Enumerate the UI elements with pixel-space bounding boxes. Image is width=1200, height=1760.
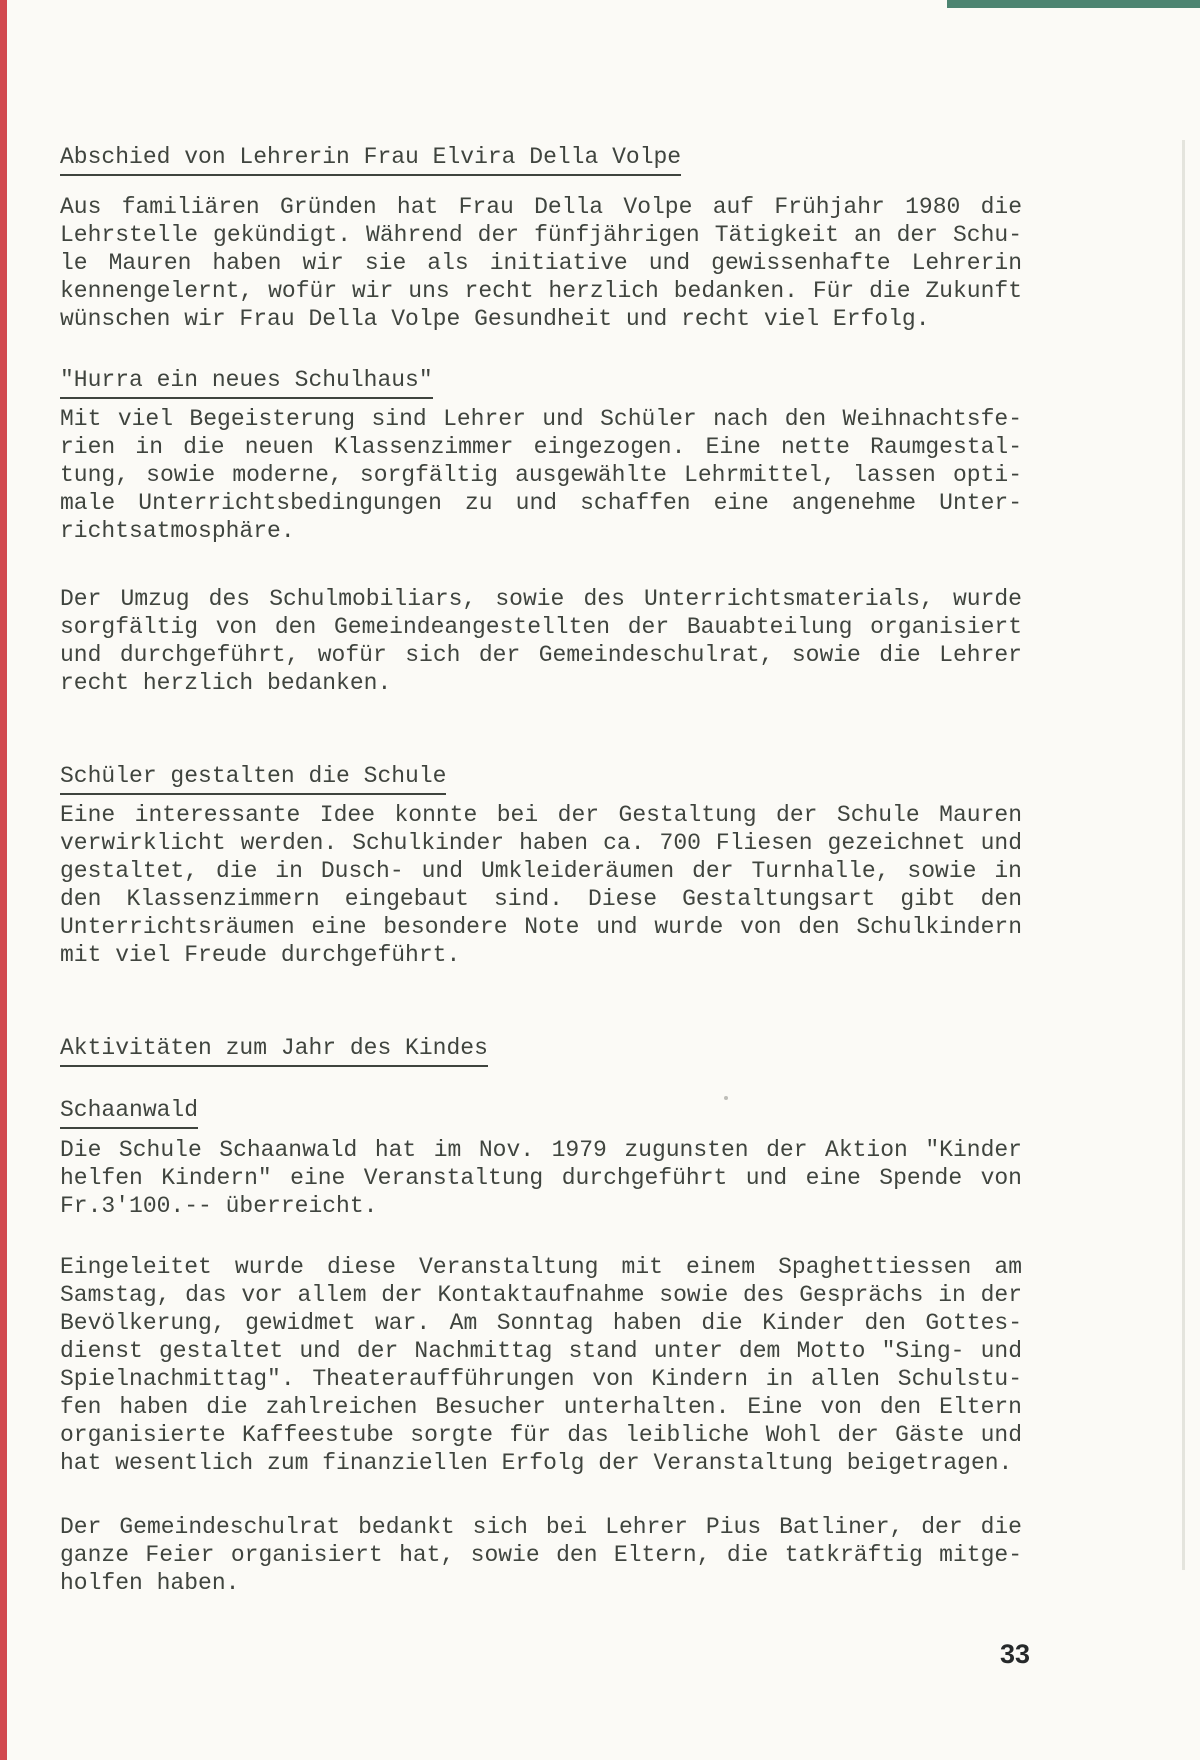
section-heading-text: Schaanwald <box>60 1096 198 1129</box>
text-line: Der Umzug des Schulmobiliars, sowie des Unterrichtsmaterials, wurde <box>60 586 1022 612</box>
paragraph <box>60 193 1022 333</box>
text-line: rien in die neuen Klassenzimmer eingezogen. Eine nette Raumgestal- <box>60 434 1022 460</box>
section-heading <box>60 762 1022 795</box>
text-line: organisierte Kaffeestube sorgte für das leibliche Wohl der Gäste und <box>60 1422 1022 1448</box>
text-line: verwirklicht werden. Schulkinder haben ca. 700 Fliesen gezeichnet und <box>60 830 1022 856</box>
document-body <box>60 0 1022 1597</box>
text-line: dienst gestaltet und der Nachmittag stand unter dem Motto "Sing- und <box>60 1338 1022 1364</box>
page-number: 33 <box>1000 1639 1031 1669</box>
section-heading <box>60 1034 1022 1067</box>
text-line: Samstag, das vor allem der Kontaktaufnahme sowie des Gesprächs in der <box>60 1282 1022 1308</box>
text-line: tung, sowie moderne, sorgfältig ausgewählte Lehrmittel, lassen opti- <box>60 462 1022 488</box>
text-line: fen haben die zahlreichen Besucher unterhalten. Eine von den Eltern <box>60 1394 1022 1420</box>
section-heading <box>60 143 1022 176</box>
text-line: Die Schule Schaanwald hat im Nov. 1979 zugunsten der Aktion "Kinder <box>60 1137 1022 1163</box>
text-line: richtsatmosphäre. <box>60 518 295 544</box>
paragraph <box>60 801 1022 969</box>
text-line: gestaltet, die in Dusch- und Umkleideräumen der Turnhalle, sowie in <box>60 858 1022 884</box>
paragraph <box>60 405 1022 545</box>
paragraph <box>60 1253 1022 1477</box>
section-heading-text: Abschied von Lehrerin Frau Elvira Della Volpe <box>60 143 681 176</box>
text-line: und durchgeführt, wofür sich der Gemeindeschulrat, sowie die Lehrer <box>60 642 1022 668</box>
text-line: Aus familiären Gründen hat Frau Della Volpe auf Frühjahr 1980 die <box>60 194 1022 220</box>
text-line: Unterrichtsräumen eine besondere Note und wurde von den Schulkindern <box>60 914 1022 940</box>
text-line: mit viel Freude durchgeführt. <box>60 942 461 968</box>
text-line: helfen Kindern" eine Veranstaltung durchgeführt und eine Spende von <box>60 1165 1022 1191</box>
text-line: wünschen wir Frau Della Volpe Gesundheit und recht viel Erfolg. <box>60 306 930 332</box>
text-line: kennengelernt, wofür wir uns recht herzlich bedanken. Für die Zukunft <box>60 278 1022 304</box>
paragraph <box>60 1136 1022 1220</box>
paragraph <box>60 585 1022 697</box>
text-line: Spielnachmittag". Theateraufführungen von Kindern in allen Schulstu- <box>60 1366 1022 1392</box>
text-line: Mit viel Begeisterung sind Lehrer und Schüler nach den Weihnachtsfe- <box>60 406 1022 432</box>
text-line: Eingeleitet wurde diese Veranstaltung mit einem Spaghettiessen am <box>60 1254 1022 1280</box>
text-line: recht herzlich bedanken. <box>60 670 392 696</box>
section-heading <box>60 1096 1022 1129</box>
text-line: holfen haben. <box>60 1570 240 1596</box>
text-line: Der Gemeindeschulrat bedankt sich bei Lehrer Pius Batliner, der die <box>60 1514 1022 1540</box>
text-line: sorgfältig von den Gemeindeangestellten der Bauabteilung organisiert <box>60 614 1022 640</box>
section-heading-text: "Hurra ein neues Schulhaus" <box>60 366 433 399</box>
section-heading <box>60 366 1022 399</box>
section-heading-text: Schüler gestalten die Schule <box>60 762 446 795</box>
text-line: le Mauren haben wir sie als initiative und gewissenhafte Lehrerin <box>60 250 1022 276</box>
section-heading-text: Aktivitäten zum Jahr des Kindes <box>60 1034 488 1067</box>
text-line: Bevölkerung, gewidmet war. Am Sonntag haben die Kinder den Gottes- <box>60 1310 1022 1336</box>
text-line: ganze Feier organisiert hat, sowie den Eltern, die tatkräftig mitge- <box>60 1542 1022 1568</box>
text-line: Fr.3'100.-- überreicht. <box>60 1193 378 1219</box>
left-edge-color-stripe <box>0 0 7 1760</box>
text-line: den Klassenzimmern eingebaut sind. Diese Gestaltungsart gibt den <box>60 886 1022 912</box>
page-scan-edge-line <box>1182 140 1185 1570</box>
text-line: Lehrstelle gekündigt. Während der fünfjährigen Tätigkeit an der Schu- <box>60 222 1022 248</box>
paragraph <box>60 1513 1022 1597</box>
text-line: male Unterrichtsbedingungen zu und schaffen eine angenehme Unter- <box>60 490 1022 516</box>
text-line: Eine interessante Idee konnte bei der Gestaltung der Schule Mauren <box>60 802 1022 828</box>
text-line: hat wesentlich zum finanziellen Erfolg der Veranstaltung beigetragen. <box>60 1450 1013 1476</box>
